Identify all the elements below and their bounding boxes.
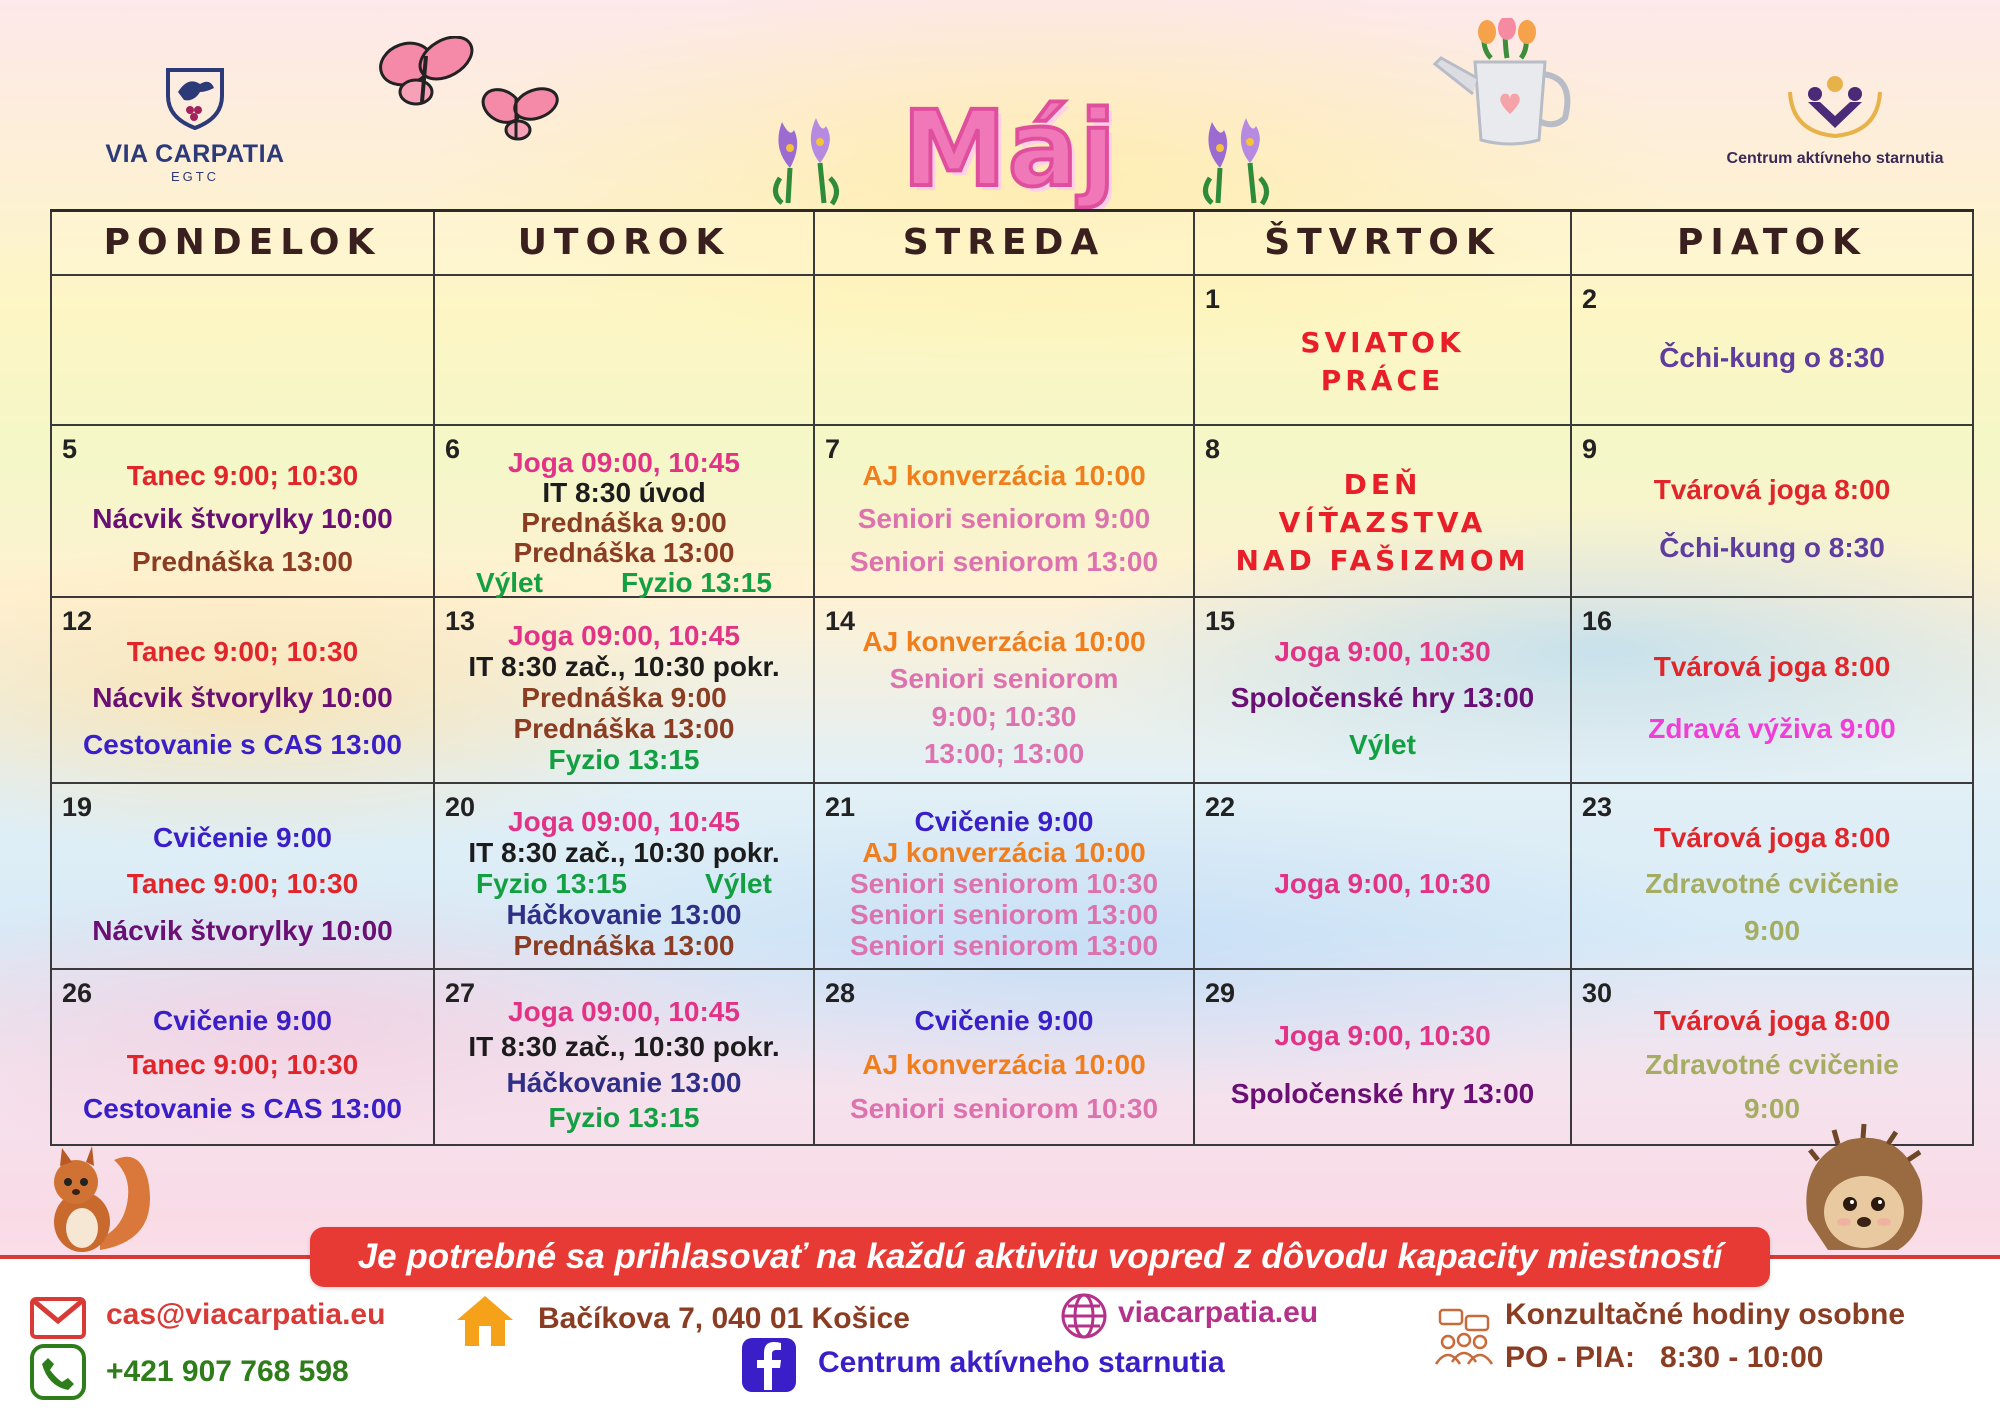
activity-item: Tanec 9:00; 10:30	[126, 460, 359, 491]
day-activities	[52, 276, 433, 424]
day-number: 27	[445, 978, 476, 1008]
day-activities	[52, 598, 433, 782]
activity-item: Výlet	[705, 868, 772, 899]
day-activities	[815, 276, 1193, 424]
activity-pair	[437, 568, 811, 598]
day-activities	[52, 970, 433, 1144]
activity-item: Seniori seniorom 13:00	[849, 930, 1159, 961]
activity-item: Fyzio 13:15	[548, 1101, 700, 1133]
activity-item: Joga 9:00, 10:30	[1274, 868, 1491, 899]
weekday-header	[1194, 211, 1571, 276]
day-number: 13	[445, 606, 476, 636]
holiday-label: DEŇ	[1343, 468, 1422, 501]
day-cell	[1194, 783, 1571, 969]
day-number: 28	[825, 978, 856, 1008]
activity-item: Joga 9:00, 10:30	[1274, 635, 1491, 667]
day-activities	[1572, 426, 1972, 596]
day-activities	[435, 784, 813, 968]
activity-item: AJ konverzácia 10:00	[862, 837, 1146, 868]
weekday-header	[51, 211, 434, 276]
day-number: 5	[62, 434, 78, 464]
day-number: 15	[1205, 606, 1236, 636]
activity-item: Prednáška 13:00	[513, 713, 735, 744]
weekday-label: PIATOK	[1677, 222, 1867, 263]
day-number: 7	[825, 434, 841, 464]
squirrel-icon	[30, 1130, 160, 1260]
day-activities	[435, 970, 813, 1144]
day-cell	[1571, 969, 1973, 1145]
hedgehog-icon	[1788, 1120, 1938, 1270]
day-activities	[435, 598, 813, 782]
day-cell	[1194, 425, 1571, 597]
activity-item: Cestovanie s CAS 13:00	[82, 728, 403, 760]
activity-item: Háčkovanie 13:00	[506, 1066, 742, 1098]
activity-item: Cvičenie 9:00	[153, 1005, 332, 1036]
registration-notice: Je potrebné sa prihlasovať na každú aktivitu vopred z dôvodu kapacity miestností	[310, 1227, 1770, 1287]
crocus-flowers-right-icon	[1190, 108, 1290, 208]
activity-item: Seniori seniorom 13:00	[849, 546, 1159, 577]
day-activities	[815, 598, 1193, 782]
consultation-hours-title: Konzultačné hodiny osobne	[1505, 1298, 1906, 1331]
activity-item: Zdravotné cvičenie	[1645, 868, 1899, 899]
week-row	[51, 275, 1973, 425]
activity-item: Tvárová joga 8:00	[1653, 821, 1891, 853]
day-number: 2	[1582, 284, 1598, 314]
calendar-table	[50, 209, 1974, 1146]
consultation-hours-value: PO - PIA: 8:30 - 10:00	[1505, 1341, 1824, 1374]
activity-item: Tanec 9:00; 10:30	[126, 868, 359, 899]
activity-item: Tvárová joga 8:00	[1653, 1005, 1891, 1036]
month-title: Máj	[902, 88, 1118, 210]
week-row	[51, 969, 1973, 1145]
day-number: 30	[1582, 978, 1613, 1008]
day-cell	[814, 969, 1194, 1145]
activity-item: Tanec 9:00; 10:30	[126, 635, 359, 667]
address: Bačíkova 7, 040 01 Košice	[538, 1302, 910, 1335]
activity-item: Joga 9:00, 10:30	[1274, 1019, 1491, 1051]
day-number: 22	[1205, 792, 1236, 822]
activity-item: Joga 09:00, 10:45	[508, 806, 740, 837]
weekday-label: STREDA	[902, 222, 1106, 263]
week-row	[51, 783, 1973, 969]
phone-number[interactable]: +421 907 768 598	[106, 1355, 349, 1388]
activity-item: IT 8:30 zač., 10:30 pokr.	[468, 837, 780, 868]
crocus-flowers-icon	[760, 108, 860, 208]
activity-item: Seniori seniorom 13:00	[849, 899, 1159, 930]
day-cell	[51, 425, 434, 597]
activity-item: Tanec 9:00; 10:30	[126, 1049, 359, 1080]
weekday-header-row	[51, 211, 1973, 276]
day-number: 12	[62, 606, 93, 636]
butterfly-icon	[378, 36, 478, 116]
cas-emblem-icon	[1780, 62, 1890, 140]
activity-item: IT 8:30 úvod	[542, 477, 706, 508]
day-cell	[434, 275, 814, 425]
activity-item: Joga 09:00, 10:45	[508, 996, 740, 1028]
holiday-label: NAD FAŠIZMOM	[1235, 544, 1530, 577]
day-cell	[814, 783, 1194, 969]
day-activities	[1195, 598, 1570, 782]
home-icon	[455, 1292, 515, 1348]
activity-item: Fyzio 13:15	[548, 744, 700, 775]
activity-item: Prednáška 9:00	[521, 682, 727, 713]
activity-item: Seniori seniorom 9:00	[857, 503, 1151, 534]
activity-item: Cvičenie 9:00	[914, 1005, 1094, 1036]
day-activities	[1195, 784, 1570, 968]
activity-item: Cvičenie 9:00	[153, 821, 332, 853]
phone-icon	[30, 1344, 86, 1400]
holiday-label: SVIATOK	[1300, 326, 1465, 359]
day-number: 23	[1582, 792, 1613, 822]
day-number: 8	[1205, 434, 1221, 464]
day-cell	[434, 425, 814, 597]
activity-item: 13:00; 13:00	[923, 737, 1085, 769]
day-cell	[434, 969, 814, 1145]
day-activities	[815, 970, 1193, 1144]
holiday-label: PRÁCE	[1320, 364, 1445, 397]
day-number: 19	[62, 792, 93, 822]
day-cell	[51, 969, 434, 1145]
activity-item: Fyzio 13:15	[621, 567, 772, 598]
activity-item: Prednáška 13:00	[131, 546, 354, 577]
logo-left-name: VIA CARPATIA	[105, 140, 285, 168]
day-activities	[1195, 276, 1570, 424]
activity-item: Cestovanie s CAS 13:00	[82, 1093, 403, 1124]
activity-item: AJ konverzácia 10:00	[862, 460, 1146, 491]
activity-item: Čchi-kung o 8:30	[1659, 342, 1885, 373]
activity-item: Nácvik štvorylky 10:00	[92, 682, 393, 713]
day-cell	[51, 783, 434, 969]
facebook-icon	[740, 1336, 798, 1394]
day-number: 29	[1205, 978, 1236, 1008]
day-cell	[1571, 425, 1973, 597]
day-activities	[815, 426, 1193, 596]
activity-item: Nácvik štvorylky 10:00	[92, 503, 393, 534]
day-number: 14	[825, 606, 856, 636]
watering-can-icon	[1425, 18, 1585, 158]
activity-item: 9:00; 10:30	[931, 700, 1077, 732]
facebook-link[interactable]: Centrum aktívneho starnutia	[818, 1346, 1225, 1379]
email-link[interactable]: cas@viacarpatia.eu	[106, 1298, 386, 1331]
activity-item: Tvárová joga 8:00	[1653, 651, 1891, 682]
weekday-label: PONDELOK	[103, 222, 382, 263]
butterfly-small-icon	[480, 78, 560, 148]
activity-item: 9:00	[1743, 1093, 1801, 1124]
consultation-people-icon	[1432, 1306, 1496, 1370]
day-activities	[1572, 784, 1972, 968]
week-row	[51, 425, 1973, 597]
weekday-label: UTOROK	[517, 222, 731, 263]
day-cell	[814, 275, 1194, 425]
day-activities	[1572, 598, 1972, 782]
weekday-label: ŠTVRTOK	[1264, 222, 1501, 263]
day-cell	[51, 275, 434, 425]
activity-item: Prednáška 13:00	[513, 930, 735, 961]
day-cell	[51, 597, 434, 783]
activity-item: IT 8:30 zač., 10:30 pokr.	[468, 651, 780, 682]
day-cell	[434, 783, 814, 969]
day-number: 16	[1582, 606, 1613, 636]
globe-icon	[1060, 1292, 1108, 1340]
activity-item: Spoločenské hry 13:00	[1230, 682, 1535, 713]
day-number: 9	[1582, 434, 1598, 464]
day-number: 20	[445, 792, 476, 822]
weekday-header	[1571, 211, 1973, 276]
activity-item: Seniori seniorom 10:30	[849, 868, 1159, 899]
day-cell	[1571, 275, 1973, 425]
activity-item: Zdravotné cvičenie	[1645, 1049, 1899, 1080]
day-number: 26	[62, 978, 93, 1008]
holiday-label: VÍŤAZSTVA	[1278, 506, 1487, 539]
logo-right-name: Centrum aktívneho starnutia	[1726, 150, 1944, 167]
day-cell	[814, 597, 1194, 783]
week-row	[51, 597, 1973, 783]
via-carpatia-emblem-icon	[160, 62, 230, 132]
activity-item: Zdravá výživa 9:00	[1648, 713, 1896, 744]
activity-item: Cvičenie 9:00	[914, 806, 1094, 837]
activity-pair	[437, 869, 811, 899]
day-number: 6	[445, 434, 461, 464]
activity-item: Čchi-kung o 8:30	[1659, 531, 1885, 563]
day-activities	[1572, 970, 1972, 1144]
activity-item: Seniori seniorom	[889, 663, 1119, 695]
logo-left-sub: EGTC	[170, 169, 220, 184]
activity-item: Joga 09:00, 10:45	[508, 447, 740, 478]
day-activities	[52, 426, 433, 596]
activity-item: AJ konverzácia 10:00	[862, 1049, 1146, 1080]
activity-item: Spoločenské hry 13:00	[1230, 1078, 1535, 1110]
activity-item: Seniori seniorom 10:30	[849, 1093, 1159, 1124]
day-cell	[434, 597, 814, 783]
day-cell	[1194, 275, 1571, 425]
weekday-header	[814, 211, 1194, 276]
activity-item: AJ konverzácia 10:00	[862, 626, 1146, 658]
day-cell	[1194, 597, 1571, 783]
via-carpatia-logo	[95, 62, 295, 190]
website-link[interactable]: viacarpatia.eu	[1118, 1296, 1319, 1329]
activity-item: Nácvik štvorylky 10:00	[92, 914, 393, 946]
activity-item: Tvárová joga 8:00	[1653, 474, 1891, 506]
day-cell	[1571, 597, 1973, 783]
activity-item: 9:00	[1743, 914, 1801, 946]
day-activities	[1195, 970, 1570, 1144]
day-activities	[435, 276, 813, 424]
day-number: 21	[825, 792, 856, 822]
activity-item: Háčkovanie 13:00	[506, 899, 742, 930]
day-number: 1	[1205, 284, 1221, 314]
day-activities	[435, 426, 813, 596]
day-activities	[815, 784, 1193, 968]
day-cell	[1571, 783, 1973, 969]
day-activities	[1572, 276, 1972, 424]
day-cell	[814, 425, 1194, 597]
day-cell	[1194, 969, 1571, 1145]
activity-item: IT 8:30 zač., 10:30 pokr.	[468, 1031, 780, 1063]
activity-item: Prednáška 13:00	[513, 537, 735, 568]
email-icon	[30, 1297, 86, 1339]
activity-item: Výlet	[1349, 728, 1416, 760]
activity-item: Fyzio 13:15	[476, 868, 627, 899]
cas-logo	[1695, 62, 1975, 172]
activity-item: Prednáška 9:00	[521, 507, 727, 538]
day-activities	[1195, 426, 1570, 596]
activity-item: Joga 09:00, 10:45	[508, 620, 740, 651]
weekday-header	[434, 211, 814, 276]
activity-item: Výlet	[476, 567, 543, 598]
day-activities	[52, 784, 433, 968]
